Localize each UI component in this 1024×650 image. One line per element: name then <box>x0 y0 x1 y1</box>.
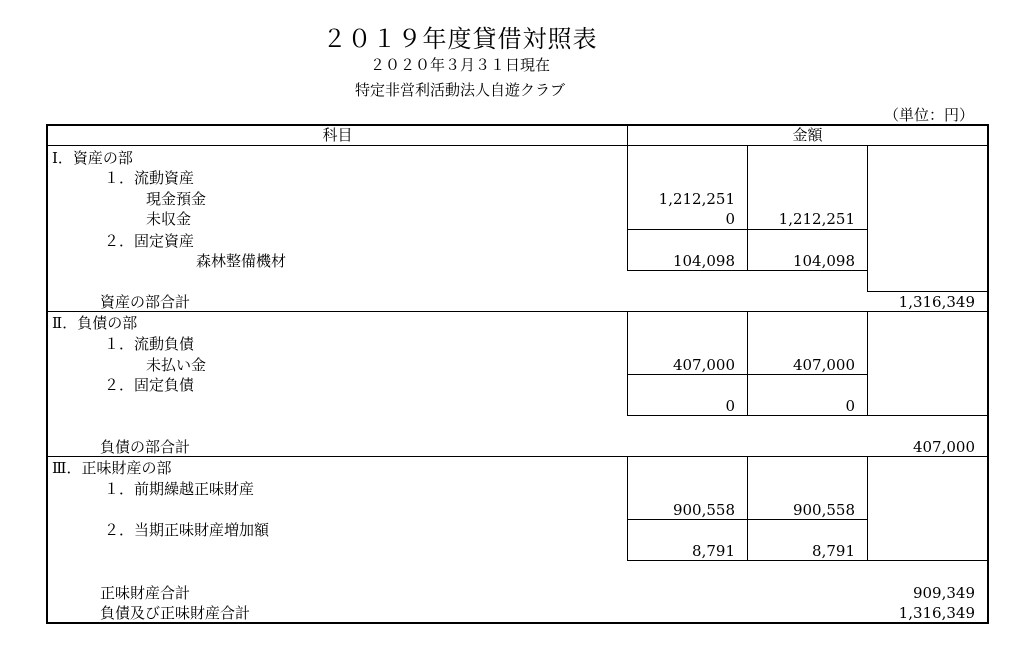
current-assets-heading: １．流動資産 <box>104 169 195 187</box>
fixed-assets-heading: ２．固定資産 <box>104 232 195 250</box>
assets-total-value: 1,316,349 <box>898 293 975 311</box>
net-assets-section-title: Ⅲ．正味財産の部 <box>52 459 172 477</box>
fixed-liabilities-heading: ２．固定負債 <box>104 376 195 394</box>
liabilities-total-label: 負債の部合計 <box>100 438 191 456</box>
prior-net-assets-total: 900,558 <box>792 501 855 519</box>
increase-total: 8,791 <box>812 542 855 560</box>
table-border-right <box>987 124 989 624</box>
current-assets-total: 1,212,251 <box>778 210 855 228</box>
grand-total-label: 負債及び正味財産合計 <box>100 604 251 622</box>
unpaid-value: 407,000 <box>672 356 735 374</box>
equipment-value: 104,098 <box>672 252 735 270</box>
increase-heading: ２．当期正味財産増加額 <box>104 521 270 539</box>
column-amount: 金額 <box>792 126 823 144</box>
as-of-date: ２０２０年３月３１日現在 <box>369 56 550 74</box>
unpaid-label: 未払い金 <box>146 356 207 374</box>
increase-value: 8,791 <box>692 542 735 560</box>
equipment-label: 森林整備機材 <box>196 252 287 270</box>
prior-net-assets-value: 900,558 <box>672 501 735 519</box>
liabilities-total-value: 407,000 <box>912 438 975 456</box>
column-subject: 科目 <box>322 126 353 144</box>
fixed-assets-total: 104,098 <box>792 252 855 270</box>
current-liabilities-total: 407,000 <box>792 356 855 374</box>
net-assets-total-value: 909,349 <box>912 584 975 602</box>
prior-net-assets-heading: １．前期繰越正味財産 <box>104 480 255 498</box>
assets-total-label: 資産の部合計 <box>100 293 191 311</box>
cash-value: 1,212,251 <box>658 190 735 208</box>
header-divider <box>46 145 989 146</box>
fixed-liabilities-value: 0 <box>725 397 735 415</box>
table-border-left <box>46 124 48 624</box>
cash-label: 現金預金 <box>146 190 207 208</box>
liab-col3-left <box>867 312 868 415</box>
grand-total-value: 1,316,349 <box>898 604 975 622</box>
unit-label: （単位：円） <box>883 106 974 124</box>
fixed-liabilities-total: 0 <box>845 397 855 415</box>
organization-name: 特定非営利活動法人自遊クラブ <box>354 81 565 99</box>
assets-section-title: Ⅰ．資産の部 <box>52 149 133 167</box>
liabilities-section-title: Ⅱ．負債の部 <box>52 314 138 332</box>
receivable-value: 0 <box>725 210 735 228</box>
current-liabilities-heading: １．流動負債 <box>104 335 195 353</box>
net-col3-left <box>867 457 868 560</box>
net-assets-total-label: 正味財産合計 <box>100 584 191 602</box>
document-title: ２０１９年度貸借対照表 <box>322 25 598 53</box>
assets-current-box-bottom <box>627 229 868 230</box>
receivable-label: 未収金 <box>146 210 192 228</box>
